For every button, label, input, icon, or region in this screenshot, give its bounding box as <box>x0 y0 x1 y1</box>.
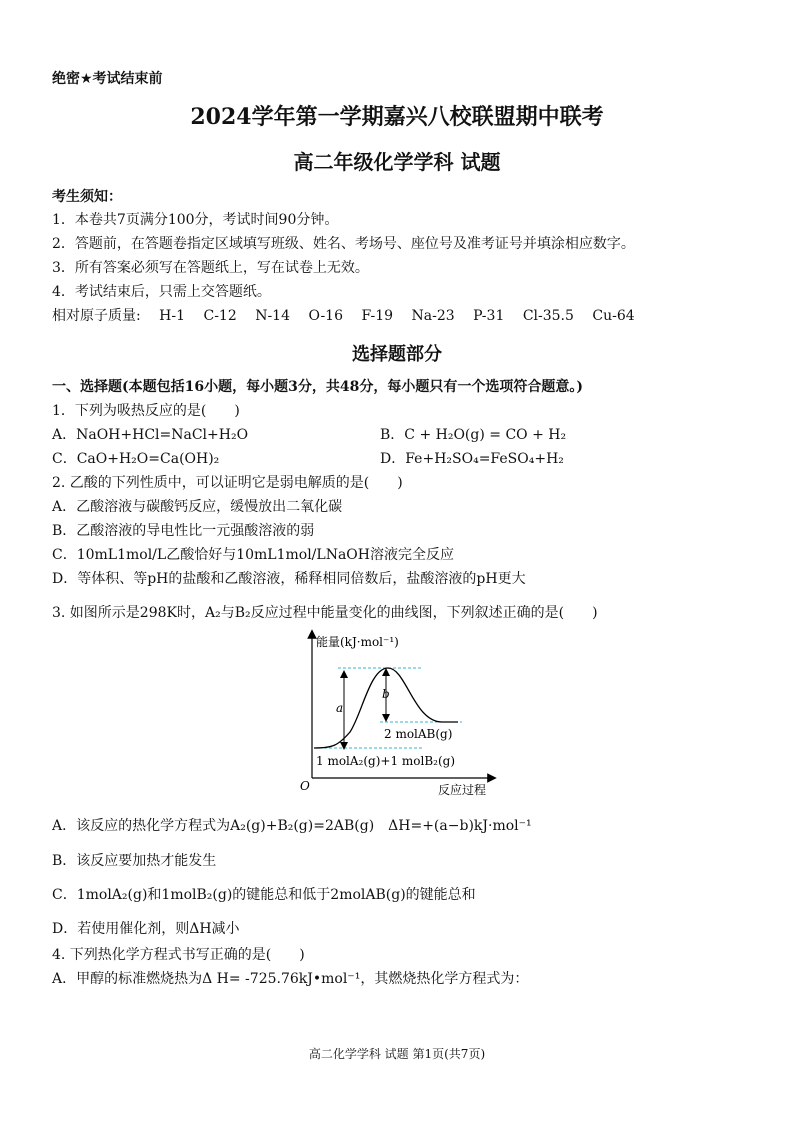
q4-option-a: A．甲醇的标准燃烧热为Δ H= -725.76kJ•mol⁻¹，其燃烧热化学方程式为： <box>52 971 529 987</box>
q4-stem: 4. 下列热化学方程式书写正确的是( ) <box>52 947 305 963</box>
q1-option-b: B．C + H₂O(g) = CO + H₂ <box>380 427 567 443</box>
q1-option-a: A．NaOH+HCl=NaCl+H₂O <box>52 427 249 443</box>
energy-diagram <box>280 628 520 806</box>
notice-item: 2．答题前，在答题卷指定区域填写班级、姓名、考场号、座位号及准考证号并填涂相应数字。 <box>52 236 635 252</box>
mass-n: N-14 <box>255 308 290 324</box>
exam-title: 2024学年第一学期嘉兴八校联盟期中联考 <box>190 104 604 130</box>
q3-option-c: C．1molA₂(g)和1molB₂(g)的键能总和低于2molAB(g)的键能总和 <box>52 887 476 903</box>
label-b: b <box>382 687 390 701</box>
confidential-label: 绝密★考试结束前 <box>52 71 163 87</box>
exam-subtitle: 高二年级化学学科 试题 <box>293 150 501 174</box>
q1-option-d: D．Fe+H₂SO₄=FeSO₄+H₂ <box>380 451 564 467</box>
mass-o: O-16 <box>308 308 343 324</box>
mass-p: P-31 <box>473 308 505 324</box>
q2-stem: 2. 乙酸的下列性质中，可以证明它是弱电解质的是( ) <box>52 475 403 491</box>
mass-c: C-12 <box>203 308 237 324</box>
y-axis-label: 能量(kJ·mol⁻¹) <box>316 635 399 649</box>
notice-item: 1．本卷共7页满分100分，考试时间90分钟。 <box>52 212 339 228</box>
mass-f: F-19 <box>361 308 394 324</box>
q3-option-a: A．该反应的热化学方程式为A₂(g)+B₂(g)=2AB(g) ΔH=+(a−b)kJ·mol⁻¹ <box>52 818 532 834</box>
atomic-masses <box>52 305 649 325</box>
origin-label: O <box>300 779 310 793</box>
q1-stem: 1．下列为吸热反应的是( ) <box>52 403 240 419</box>
mass-na: Na-23 <box>411 308 455 324</box>
notice-item: 4．考试结束后，只需上交答题纸。 <box>52 284 271 300</box>
product-label: 2 molAB(g) <box>384 727 453 741</box>
part1-heading: 一、选择题(本题包括16小题，每小题3分，共48分，每小题只有一个选项符合题意。) <box>52 379 583 395</box>
q2-option-d: D．等体积、等pH的盐酸和乙酸溶液，稀释相同倍数后，盐酸溶液的pH更大 <box>52 571 526 587</box>
notice-heading: 考生须知： <box>52 189 122 205</box>
q3-option-d: D．若使用催化剂，则ΔH减小 <box>52 921 240 937</box>
x-axis-label: 反应过程 <box>438 783 487 797</box>
q3-stem: 3. 如图所示是298K时，A₂与B₂反应过程中能量变化的曲线图，下列叙述正确的是( ) <box>52 605 598 621</box>
q1-option-c: C．CaO+H₂O=Ca(OH)₂ <box>52 451 220 467</box>
mass-h: H-1 <box>159 308 186 324</box>
section-title: 选择题部分 <box>352 344 442 365</box>
q3-option-b: B．该反应要加热才能发生 <box>52 853 217 869</box>
q2-option-b: B．乙酸溶液的导电性比一元强酸溶液的弱 <box>52 523 315 539</box>
notice-item: 3．所有答案必须写在答题纸上，写在试卷上无效。 <box>52 260 369 276</box>
q2-option-a: A．乙酸溶液与碳酸钙反应，缓慢放出二氧化碳 <box>52 499 343 515</box>
reactant-label: 1 molA₂(g)+1 molB₂(g) <box>316 754 456 768</box>
atomic-masses-label: 相对原子质量: <box>52 308 141 324</box>
page-footer: 高二化学学科 试题 第1页(共7页) <box>308 1047 486 1061</box>
mass-cl: Cl-35.5 <box>522 308 574 324</box>
mass-cu: Cu-64 <box>592 308 635 324</box>
q2-option-c: C．10mL1mol/L乙酸恰好与10mL1mol/LNaOH溶液完全反应 <box>52 547 454 563</box>
label-a: a <box>336 701 344 715</box>
